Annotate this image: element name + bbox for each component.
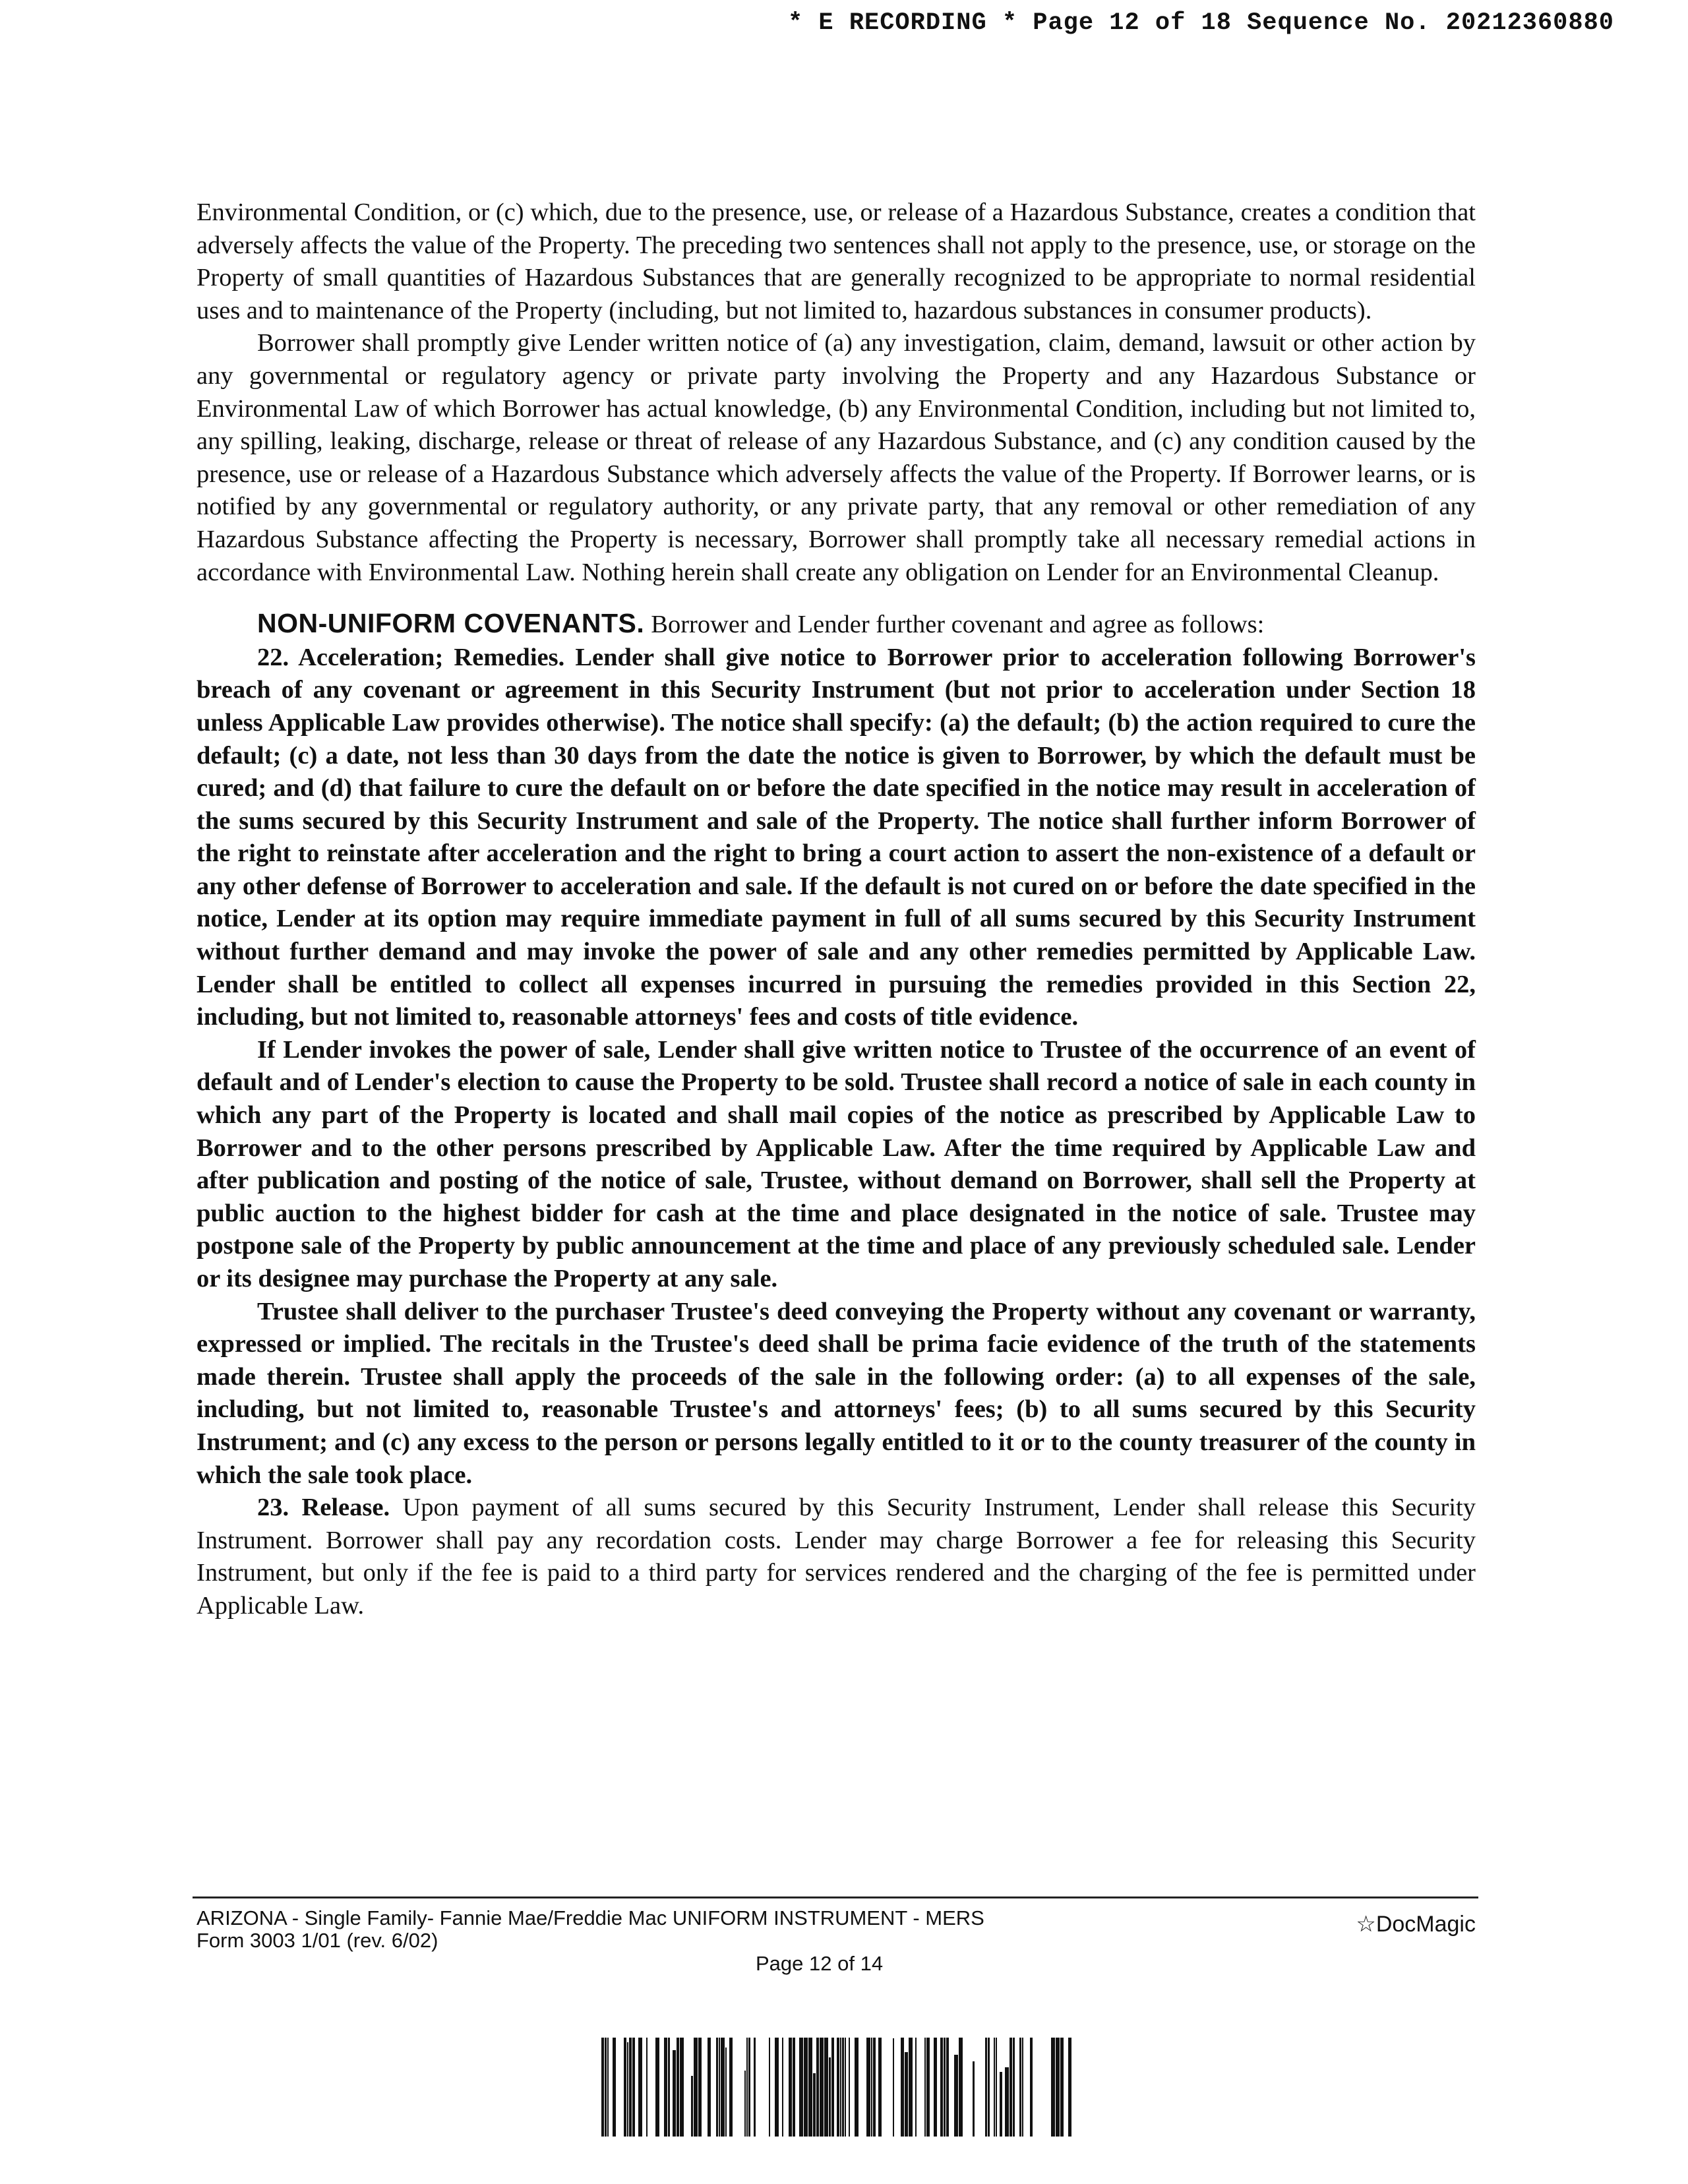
barcode-bar (944, 2038, 946, 2137)
barcode-bar (871, 2038, 872, 2137)
barcode-bar (748, 2038, 750, 2137)
barcode-bar (831, 2038, 834, 2137)
barcode-bar (799, 2038, 803, 2137)
barcode-bar (808, 2038, 812, 2137)
paragraph-borrower-notice: Borrower shall promptly give Lender written notice of (a) any investigation, claim, demand, lawsuit or other action by any governmental or regulatory agency or private party involving the Property and any Hazardous Substance or Environmental Law of which Borrower has actual knowledge, (b) any Environmental Condition, including but not limited to, any spilling, leaking, discharge, release or threat of release of any Hazardous Substance, and (c) any condition caused by the presence, use or release of a Hazardous Substance which adversely affects the value of the Property. If Borrower learns, or is notified by any governmental or regulatory authority, or any private party, that any removal or other remediation of any Hazardous Substance affecting the Property is necessary, Borrower shall promptly take all necessary remedial actions in accordance with Environmental Law. Nothing herein shall create any obligation on Lender for an Environmental Cleanup. (196, 329, 1476, 586)
paragraph-non-uniform-covenants (196, 607, 1476, 642)
barcode-bar (655, 2038, 659, 2137)
barcode-bar (994, 2038, 995, 2137)
barcode-bar (754, 2038, 756, 2137)
barcode-bar (816, 2038, 819, 2137)
barcode-bar (725, 2048, 727, 2137)
barcode-bar (789, 2038, 792, 2137)
section-23-title: 23. Release. (257, 1494, 390, 1522)
barcode-bar (959, 2038, 963, 2137)
barcode-bar (855, 2038, 859, 2137)
barcode-bar (694, 2038, 698, 2137)
barcode-bar (708, 2038, 711, 2137)
barcode-bar (677, 2038, 679, 2137)
barcode-bar (793, 2038, 795, 2137)
barcode-bar (746, 2038, 748, 2137)
section-22-title: 22. Acceleration; Remedies. (257, 643, 565, 671)
barcode-bar (744, 2071, 746, 2137)
barcode-bar (985, 2038, 987, 2137)
barcode-bar (996, 2038, 997, 2137)
barcode-bar (926, 2038, 930, 2137)
footer-form-number: Form 3003 1/01 (rev. 6/02) (196, 1929, 438, 1952)
barcode-bar (829, 2057, 831, 2137)
barcode-bar (1051, 2038, 1055, 2137)
paragraph-environmental-condition: Environmental Condition, or (c) which, due to the presence, use, or release of a Hazardous Substance, creates a condition that adversely affects the value of the Property. The preceding two sentences shall not apply to the presence, use, or storage on the Property of small quantities of Hazardous Substances that are generally recognized to be appropriate to normal residential uses and to maintenance of the Property (including, but not limited to, hazardous substances in consumer products). (196, 198, 1476, 324)
barcode-bar (607, 2038, 609, 2137)
barcode-bar (1060, 2038, 1064, 2137)
barcode-bar (646, 2038, 648, 2137)
barcode-bar (1019, 2038, 1021, 2137)
barcode-bar (973, 2061, 975, 2137)
barcode-bar (934, 2038, 937, 2137)
barcode-bar (1022, 2038, 1023, 2137)
barcode-bar (901, 2038, 904, 2137)
non-uniform-covenants-text: Borrower and Lender further covenant and agree as follows: (651, 611, 1265, 639)
barcode-bar (629, 2038, 632, 2137)
barcode-bar (905, 2052, 908, 2137)
barcode-bar (1013, 2038, 1015, 2137)
barcode-bar (1068, 2038, 1071, 2137)
barcode-bar (845, 2038, 846, 2137)
barcode-bar (988, 2038, 990, 2137)
star-outline-icon: ☆ (1356, 1912, 1376, 1937)
barcode-bar (775, 2038, 779, 2137)
section-22-paragraph-1 (196, 642, 1476, 1034)
barcode-bar (613, 2038, 616, 2137)
barcode-bar (954, 2055, 958, 2137)
barcode-bar (820, 2038, 824, 2137)
footer-form-info (196, 1907, 984, 1952)
recording-stamp: * E RECORDING * Page 12 of 18 Sequence No. 20212360880 (788, 9, 1614, 37)
barcode-bar (1056, 2038, 1060, 2137)
section-22-paragraph-2: If Lender invokes the power of sale, Lender shall give written notice to Trustee of the occurrence of an event of default and of Lender's election to cause the Property to be sold. Trustee shall record a notice of sale in each county in which any part of the Property is located and shall mail copies of the notice as prescribed by Applicable Law to Borrower and to the other persons prescribed by Applicable Law. After the time required by Applicable Law and after publication and posting of the notice of sale, Trustee, without demand on Borrower, shall sell the Property at public auction to the highest bidder for cash at the time and place designated in the notice of sale. Trustee may postpone sale of the Property by public announcement at the time and place of any previously scheduled sale. Lender or its designee may purchase the Property at any sale. (196, 1035, 1476, 1292)
barcode-bar (627, 2042, 628, 2137)
footer-divider (193, 1896, 1478, 1898)
docmagic-brand-text: DocMagic (1375, 1912, 1476, 1937)
barcode-bars (601, 2038, 1071, 2137)
page-number: Page 12 of 14 (756, 1952, 884, 1975)
footer-form-title: ARIZONA - Single Family- Fannie Mae/Freddie Mac UNIFORM INSTRUMENT - MERS (196, 1906, 984, 1929)
barcode-bar (716, 2038, 718, 2137)
barcode-bar (664, 2038, 667, 2137)
barcode-bar (824, 2038, 828, 2137)
barcode-bar (624, 2038, 626, 2137)
barcode-bar (840, 2038, 841, 2137)
barcode-bar (866, 2038, 870, 2137)
barcode-bar (673, 2050, 676, 2137)
section-23-paragraph (196, 1492, 1476, 1622)
barcode-bar (940, 2038, 943, 2137)
document-body (196, 197, 1476, 1623)
barcode-bar (668, 2038, 670, 2137)
barcode-bar (842, 2038, 844, 2137)
barcode-bar (691, 2076, 693, 2137)
barcode-bar (924, 2038, 926, 2137)
barcode-bar (813, 2073, 816, 2137)
barcode-bar (601, 2038, 604, 2137)
barcode-bar (878, 2038, 882, 2137)
barcode-bar (915, 2038, 917, 2137)
barcode-bar (698, 2038, 702, 2137)
barcode-bar (632, 2038, 635, 2137)
barcode-bar (804, 2038, 808, 2137)
docmagic-logo (1356, 1911, 1476, 1937)
non-uniform-covenants-heading: NON-UNIFORM COVENANTS. (257, 608, 645, 639)
barcode-bar (873, 2038, 876, 2137)
barcode-image (601, 2038, 1075, 2137)
barcode-bar (638, 2038, 642, 2137)
barcode-bar (605, 2038, 607, 2137)
barcode-bar (680, 2038, 684, 2137)
barcode-bar (946, 2038, 949, 2137)
barcode-bar (769, 2038, 770, 2137)
barcode-bar (721, 2038, 725, 2137)
section-22-paragraph-3: Trustee shall deliver to the purchaser Trustee's deed conveying the Property without any covenant or warranty, expressed or implied. The recitals in the Trustee's deed shall be prima facie evidence of the truth of the statements made therein. Trustee shall apply the proceeds of the sale in the following order: (a) to all expenses of the sale, including, but not limited to, reasonable Trustee's and attorneys' fees; (b) to all sums secured by this Security Instrument; and (c) any excess to the person or persons legally entitled to it or to the county treasurer of the county in which the sale took place. (196, 1297, 1476, 1489)
barcode-bar (719, 2038, 720, 2137)
section-23-text: Upon payment of all sums secured by this Security Instrument, Lender shall release this Security Instrument. Borrower shall pay any recordation costs. Lender may charge Borrower a fee for releasing this Security Instrument, but only if the fee is paid to a third party for services rendered and the charging of the fee is permitted under Applicable Law. (196, 1494, 1476, 1620)
barcode-bar (909, 2038, 913, 2137)
barcode-bar (837, 2038, 839, 2137)
section-22-text: Lender shall give notice to Borrower prior to acceleration following Borrower's breach of any covenant or agreement in this Security Instrument (but not prior to acceleration under Section 18 unless Applicable Law provides otherwise). The notice shall specify: (a) the default; (b) the action required to cure the default; (c) a date, not less than 30 days from the date the notice is given to Borrower, by which the default must be cured; and (d) that failure to cure the default on or before the date specified in the notice may result in acceleration of the sums secured by this Security Instrument and sale of the Property. The notice shall further inform Borrower of the right to reinstate after acceleration and the right to bring a court action to assert the non-existence of a default or any other defense of Borrower to acceleration and sale. If the default is not cured on or before the date specified in the notice, Lender at its option may require immediate payment in full of all sums secured by this Security Instrument without further demand and may invoke the power of sale and any other remedies permitted by Applicable Law. Lender shall be entitled to collect all expenses incurred in pursuing the remedies provided in this Section 22, including, but not limited to, reasonable attorneys' fees and costs of title evidence. (196, 643, 1476, 1031)
barcode-bar (782, 2038, 783, 2137)
barcode-bar (1000, 2072, 1002, 2137)
barcode-bar (729, 2038, 733, 2137)
barcode-bar (1030, 2038, 1033, 2137)
barcode-bar (849, 2038, 850, 2137)
barcode-bar (893, 2038, 894, 2137)
barcode-bar (1010, 2038, 1012, 2137)
barcode-bar (1005, 2067, 1009, 2137)
